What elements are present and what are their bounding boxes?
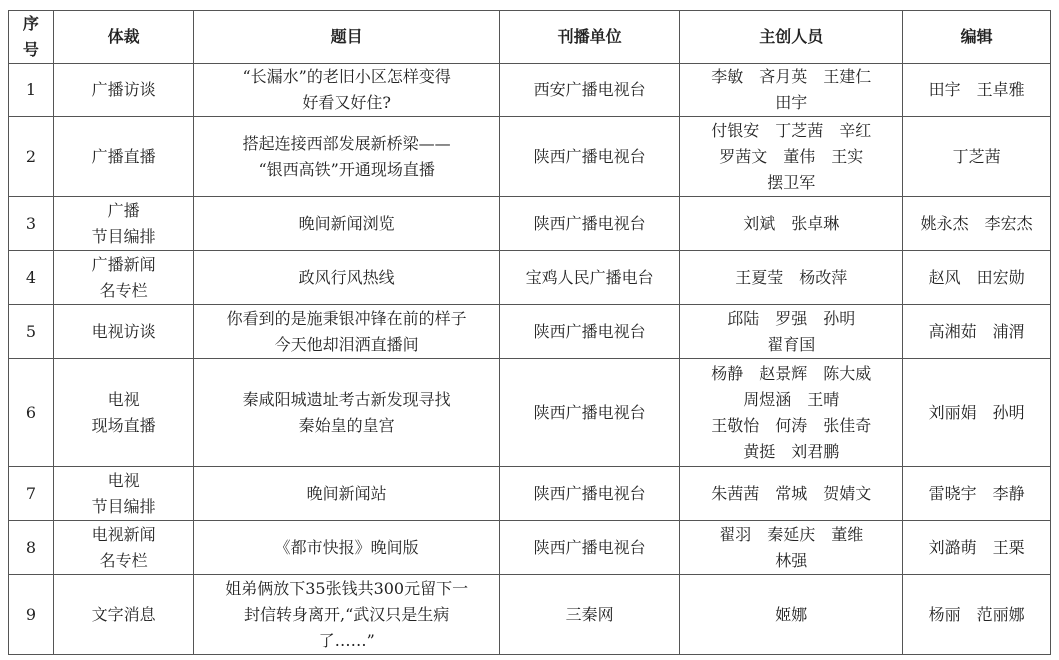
cell-genre [53, 575, 194, 655]
cell-genre-line: 电视访谈 [91, 321, 156, 341]
table-row [9, 251, 1051, 305]
cell-title [194, 64, 500, 117]
cell-editor: 田宇 王卓雅 [903, 64, 1051, 117]
cell-staff-line: 付银安 丁芝茜 辛红 [711, 120, 872, 140]
cell-unit: 三秦网 [499, 575, 679, 655]
cell-no: 5 [9, 305, 54, 359]
cell-genre [53, 117, 194, 197]
cell-title-line: 封信转身离开,“武汉只是生病 [244, 604, 450, 624]
cell-title [194, 521, 500, 575]
cell-staff-line: 邱陆 罗强 孙明 [727, 308, 856, 328]
table-row [9, 521, 1051, 575]
table-row [9, 467, 1051, 521]
cell-genre-line: 文字消息 [91, 604, 156, 624]
cell-genre-line: 名专栏 [99, 550, 148, 570]
cell-staff [680, 197, 903, 251]
cell-title-line: “长漏水”的老旧小区怎样变得 [242, 67, 451, 86]
header-editor: 编辑 [903, 11, 1051, 64]
cell-title [194, 575, 500, 655]
cell-genre-line: 节目编排 [91, 226, 156, 246]
cell-staff-line: 王夏莹 杨改萍 [735, 267, 848, 287]
header-genre: 体裁 [53, 11, 194, 64]
cell-unit: 陕西广播电视台 [499, 521, 679, 575]
cell-staff [680, 305, 903, 359]
cell-editor: 刘潞萌 王栗 [903, 521, 1051, 575]
cell-staff [680, 359, 903, 467]
cell-no: 7 [9, 467, 54, 521]
awards-table [8, 10, 1051, 655]
cell-title [194, 359, 500, 467]
cell-staff-line: 罗茜文 董伟 王实 [719, 146, 864, 166]
cell-unit: 陕西广播电视台 [499, 467, 679, 521]
cell-staff [680, 117, 903, 197]
cell-staff-line: 朱茜茜 常城 贺婧文 [711, 483, 872, 503]
cell-genre-line: 广播直播 [91, 146, 156, 166]
cell-title [194, 467, 500, 521]
cell-staff-line: 刘斌 张卓琳 [743, 213, 840, 233]
cell-unit: 西安广播电视台 [499, 64, 679, 117]
cell-unit: 陕西广播电视台 [499, 359, 679, 467]
cell-staff-line: 李敏 吝月英 王建仁 [711, 67, 872, 86]
cell-editor: 杨丽 范丽娜 [903, 575, 1051, 655]
cell-staff [680, 575, 903, 655]
cell-title-line: “银西高铁”开通现场直播 [258, 159, 435, 179]
header-staff: 主创人员 [680, 11, 903, 64]
cell-staff-line: 摆卫军 [767, 172, 816, 192]
header-title: 题目 [194, 11, 500, 64]
cell-genre-line: 电视 [107, 389, 140, 409]
cell-title [194, 117, 500, 197]
cell-title-line: 秦始皇的皇宫 [298, 415, 395, 435]
cell-staff-line: 翟育国 [767, 334, 816, 354]
cell-no: 1 [9, 64, 54, 117]
cell-staff-line: 王敬怡 何涛 张佳奇 [711, 415, 872, 435]
cell-title-line: 秦咸阳城遗址考古新发现寻找 [242, 389, 451, 409]
cell-unit: 陕西广播电视台 [499, 197, 679, 251]
table-row [9, 117, 1051, 197]
cell-title-line: 晚间新闻站 [306, 483, 387, 503]
cell-genre-line: 电视新闻 [91, 524, 156, 544]
cell-staff-line: 杨静 赵景辉 陈大威 [711, 363, 872, 383]
cell-unit: 宝鸡人民广播电台 [499, 251, 679, 305]
header-no: 序号 [9, 11, 54, 64]
cell-genre [53, 251, 194, 305]
cell-genre [53, 197, 194, 251]
cell-staff-line: 林强 [775, 550, 808, 570]
cell-editor: 高湘茹 浦渭 [903, 305, 1051, 359]
cell-title-line: 姐弟俩放下35张钱共300元留下一 [225, 578, 469, 598]
cell-genre [53, 305, 194, 359]
cell-title-line: 今天他却泪洒直播间 [274, 334, 419, 354]
cell-genre [53, 467, 194, 521]
cell-genre-line: 现场直播 [91, 415, 156, 435]
cell-genre [53, 359, 194, 467]
cell-staff-line: 翟羽 秦延庆 董维 [719, 524, 864, 544]
cell-genre [53, 521, 194, 575]
cell-staff-line: 田宇 [775, 93, 808, 112]
cell-editor: 赵风 田宏勋 [903, 251, 1051, 305]
cell-title-line: 了……” [318, 630, 375, 650]
table-row [9, 64, 1051, 117]
cell-editor: 姚永杰 李宏杰 [903, 197, 1051, 251]
cell-title [194, 305, 500, 359]
cell-title [194, 251, 500, 305]
table-row [9, 359, 1051, 467]
cell-no: 2 [9, 117, 54, 197]
cell-title-line: 《都市快报》晚间版 [274, 537, 419, 557]
cell-staff-line: 姬娜 [775, 604, 808, 624]
table-body [9, 64, 1051, 655]
cell-title-line: 政风行风热线 [298, 267, 395, 287]
cell-no: 6 [9, 359, 54, 467]
cell-genre-line: 广播访谈 [91, 80, 156, 99]
cell-editor: 刘丽娟 孙明 [903, 359, 1051, 467]
header-unit: 刊播单位 [499, 11, 679, 64]
cell-title-line: 好看又好住? [302, 93, 391, 112]
cell-unit: 陕西广播电视台 [499, 305, 679, 359]
cell-staff [680, 521, 903, 575]
cell-no: 9 [9, 575, 54, 655]
cell-no: 8 [9, 521, 54, 575]
table-row [9, 305, 1051, 359]
cell-genre-line: 电视 [107, 470, 140, 490]
cell-title [194, 197, 500, 251]
cell-genre [53, 64, 194, 117]
cell-no: 4 [9, 251, 54, 305]
cell-staff [680, 467, 903, 521]
cell-unit: 陕西广播电视台 [499, 117, 679, 197]
cell-staff-line: 周煜涵 王晴 [743, 389, 840, 409]
cell-no: 3 [9, 197, 54, 251]
cell-genre-line: 名专栏 [99, 280, 148, 300]
cell-title-line: 晚间新闻浏览 [298, 213, 395, 233]
cell-staff [680, 251, 903, 305]
cell-title-line: 你看到的是施秉银冲锋在前的样子 [226, 308, 467, 328]
header-row [9, 11, 1051, 64]
cell-genre-line: 节目编排 [91, 496, 156, 516]
table-row [9, 197, 1051, 251]
cell-editor: 丁芝茜 [903, 117, 1051, 197]
cell-staff [680, 64, 903, 117]
table-row [9, 575, 1051, 655]
cell-genre-line: 广播新闻 [91, 254, 156, 274]
cell-genre-line: 广播 [107, 200, 140, 220]
cell-editor: 雷晓宇 李静 [903, 467, 1051, 521]
cell-staff-line: 黄挺 刘君鹏 [743, 441, 840, 461]
cell-title-line: 搭起连接西部发展新桥梁—— [242, 133, 451, 153]
